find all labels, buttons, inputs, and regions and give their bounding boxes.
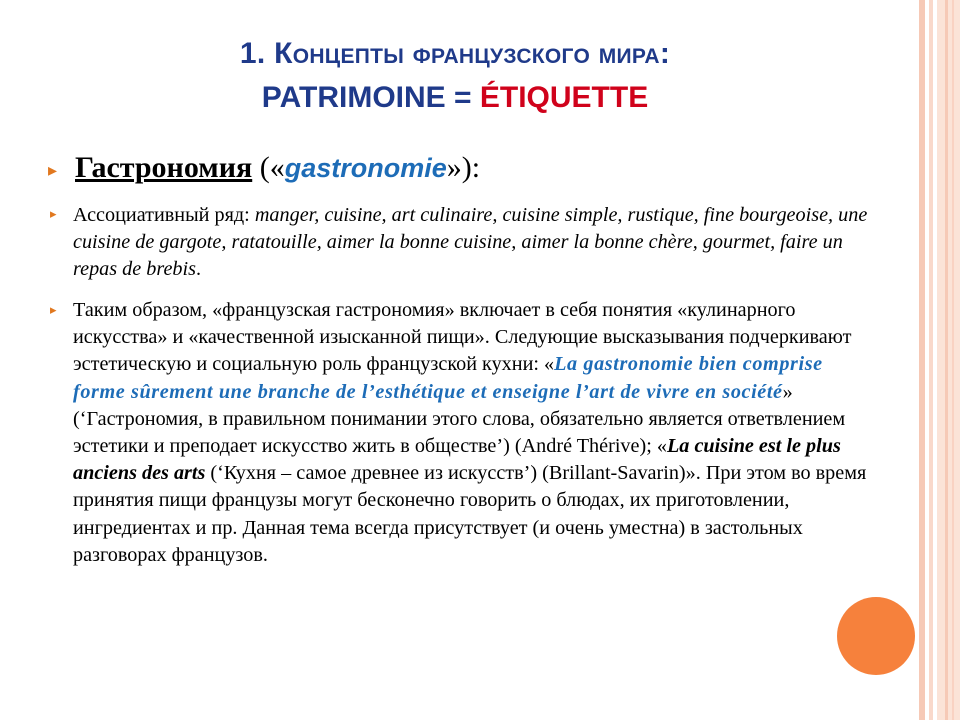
- title-line2: [0, 76, 910, 120]
- heading-french: gastronomie: [284, 153, 447, 183]
- quote-savarin: La cuisine est le plus anciens des arts: [73, 435, 841, 485]
- decor-circle: [837, 597, 915, 675]
- decor-stripe: [952, 0, 954, 720]
- bullet-arrow-icon: ▸: [50, 303, 57, 318]
- association-end: .: [195, 258, 202, 281]
- decor-stripe: [937, 0, 960, 720]
- decor-stripe: [945, 0, 948, 720]
- heading-open: («: [252, 151, 285, 184]
- title-etiquette: ÉTIQUETTE: [479, 81, 649, 114]
- slide-title: [0, 32, 910, 120]
- decor-stripe: [929, 0, 933, 720]
- association-list: manger, cuisine, art culinaire, cuisine simple, rustique, fine bourgeoise, une cuisine de gargote, ratatouille, aimer la bonne cuisine, aimer la bonne chère, gourmet, faire un repas de brebis: [73, 204, 868, 281]
- section-heading: [75, 148, 480, 188]
- title-patrimoine: PATRIMOINE =: [261, 81, 480, 114]
- heading-close: »):: [446, 151, 481, 184]
- heading-word: Гастрономия: [75, 151, 253, 184]
- association-intro: Ассоциативный ряд:: [73, 204, 255, 226]
- quote-therive: La gastronomie bien comprise forme sûrement une branche de l’esthétique et enseigne l’art de vivre en société: [73, 353, 823, 403]
- para-text-3: (‘Кухня – самое древнее из искусств’) (Brillant-Savarin)». При этом во время принятия пищи французы могут бесконечно говорить о блюдах, их приготовлении, ингредиентах и пр. Данная тема всегда присутствует (и очень уместна) в застольных разговорах французов.: [73, 462, 867, 566]
- title-line1: 1. Концепты французского мира:: [239, 37, 671, 70]
- bullet-arrow-icon: ▸: [50, 207, 57, 222]
- decor-stripe: [919, 0, 925, 720]
- para-text-1: Таким образом, «французская гастрономия» включает в себя понятия «кулинарного искусства» и «качественной изысканной пищи». Следующие высказывания подчеркивают эстетическую и социальную роль французской кухни: «: [73, 299, 852, 376]
- association-paragraph: [73, 202, 873, 284]
- gastronomy-paragraph: [73, 297, 873, 569]
- para-text-2: » (‘Гастрономия, в правильном понимании этого слова, обязательно является ответвлением эстетики и преподает искусство жить в обществе’) (André Thérive); «: [73, 380, 846, 458]
- bullet-arrow-icon: ▸: [48, 160, 58, 181]
